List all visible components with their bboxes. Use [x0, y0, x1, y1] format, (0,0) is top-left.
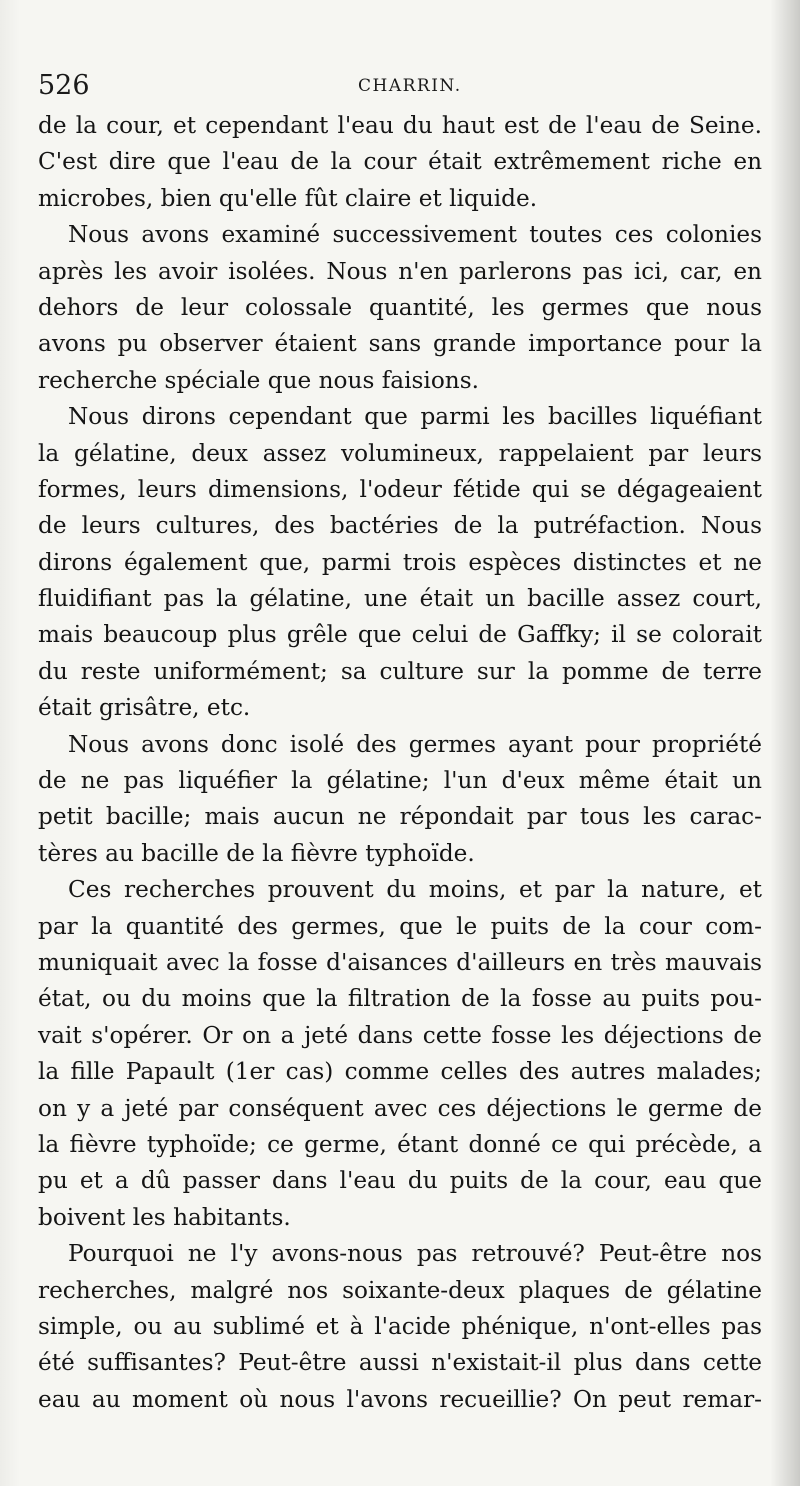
text-line: muniquait avec la fosse d'aisances d'ailleurs en très mauvais [38, 948, 762, 976]
text-line: boivent les habitants. [38, 1203, 291, 1231]
text-line: Pourquoi ne l'y avons-nous pas retrouvé? Peut-être nos [68, 1240, 762, 1268]
text-line: eau au moment où nous l'avons recueillie? On peut remar- [38, 1385, 762, 1413]
text-line: vait s'opérer. Or on a jeté dans cette fosse les déjections de [38, 1021, 762, 1049]
body-text [38, 108, 762, 1418]
text-line: formes, leurs dimensions, l'odeur fétide qui se dégageaient [38, 475, 762, 503]
text-line: avons pu observer étaient sans grande importance pour la [38, 330, 762, 358]
text-line: on y a jeté par conséquent avec ces déjections le germe de [38, 1094, 762, 1122]
text-line: Nous avons examiné successivement toutes ces colonies [68, 221, 762, 249]
text-line: dirons également que, parmi trois espèces distinctes et ne [38, 548, 762, 576]
text-line: simple, ou au sublimé et à l'acide phénique, n'ont-elles pas [38, 1312, 762, 1340]
text-line: fluidifiant pas la gélatine, une était un bacille assez court, [38, 585, 762, 613]
text-line: Nous avons donc isolé des germes ayant pour propriété [68, 730, 762, 758]
text-line: tères au bacille de la fièvre typhoïde. [38, 839, 475, 867]
text-line: recherches, malgré nos soixante-deux plaques de gélatine [38, 1276, 762, 1304]
text-line: Ces recherches prouvent du moins, et par la nature, et [68, 876, 762, 904]
text-line: après les avoir isolées. Nous n'en parlerons pas ici, car, en [38, 257, 762, 285]
text-line: état, ou du moins que la filtration de la fosse au puits pou- [38, 985, 762, 1013]
text-line: de leurs cultures, des bactéries de la putréfaction. Nous [38, 512, 762, 540]
page-header [38, 68, 762, 104]
text-line: de ne pas liquéfier la gélatine; l'un d'eux même était un [38, 767, 762, 795]
text-line: de la cour, et cependant l'eau du haut est de l'eau de Seine. [38, 112, 762, 139]
text-line: du reste uniformément; sa culture sur la pomme de terre [38, 657, 762, 685]
text-line: recherche spéciale que nous faisions. [38, 366, 480, 394]
text-line: Nous dirons cependant que parmi les bacilles liquéfiant [68, 403, 762, 431]
text-line: était grisâtre, etc. [38, 694, 251, 722]
text-line: C'est dire que l'eau de la cour était extrêmement riche en [38, 148, 762, 176]
text-line: mais beaucoup plus grêle que celui de Gaffky; il se colorait [38, 621, 762, 649]
text-line: petit bacille; mais aucun ne répondait par tous les carac- [38, 803, 762, 831]
text-line: par la quantité des germes, que le puits de la cour com- [38, 912, 762, 940]
page-number: 526 [38, 70, 90, 101]
text-line: la fièvre typhoïde; ce germe, étant donné ce qui précède, a [38, 1130, 762, 1158]
text-line: dehors de leur colossale quantité, les germes que nous [38, 293, 762, 321]
running-head: CHARRIN. [358, 76, 462, 96]
text-line: été suffisantes? Peut-être aussi n'existait-il plus dans cette [38, 1349, 762, 1377]
text-line: pu et a dû passer dans l'eau du puits de la cour, eau que [38, 1167, 762, 1195]
text-line: microbes, bien qu'elle fût claire et liquide. [38, 184, 538, 212]
text-line: la gélatine, deux assez volumineux, rappelaient par leurs [38, 439, 762, 467]
text-line: la fille Papault (1er cas) comme celles des autres malades; [38, 1058, 762, 1086]
